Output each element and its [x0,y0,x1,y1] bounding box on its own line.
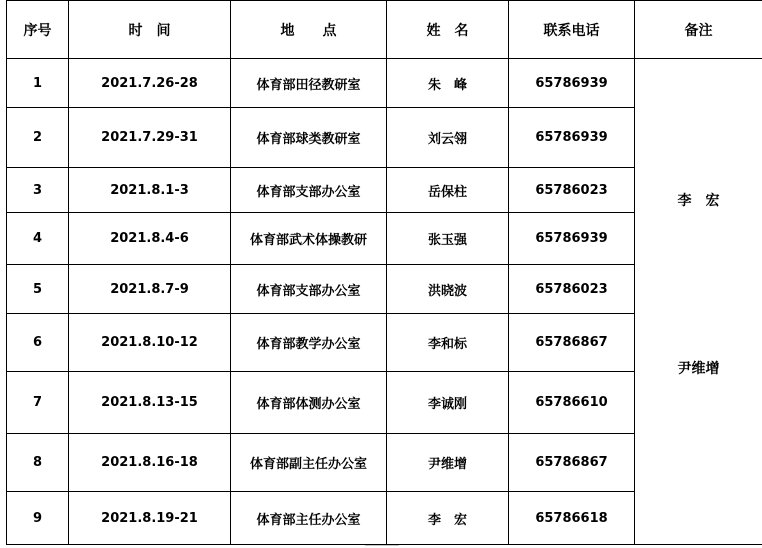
cell-place: 体育部球类教研室 [231,108,387,168]
cell-name: 张玉强 [387,213,509,265]
cell-place: 体育部支部办公室 [231,265,387,314]
cell-seq: 6 [7,314,69,372]
cell-phone: 65786610 [509,372,635,434]
cell-seq: 4 [7,213,69,265]
cell-phone: 65786939 [509,59,635,108]
cell-name: 岳保柱 [387,168,509,213]
cell-time: 2021.8.1-3 [69,168,231,213]
cell-name: 李 宏 [387,492,509,545]
note-second: 尹维增 [677,361,720,377]
cell-place: 体育部田径教研室 [231,59,387,108]
cell-time: 2021.8.4-6 [69,213,231,265]
duty-schedule-table [6,0,762,545]
cell-seq: 2 [7,108,69,168]
cell-seq: 1 [7,59,69,108]
header-row [7,1,762,59]
cell-time: 2021.7.26-28 [69,59,231,108]
cell-time: 2021.7.29-31 [69,108,231,168]
cell-place: 体育部教学办公室 [231,314,387,372]
cell-name: 李和标 [387,314,509,372]
note-first: 李 宏 [677,193,720,209]
header-phone: 联系电话 [509,1,635,59]
cell-name: 洪晓波 [387,265,509,314]
cell-seq: 7 [7,372,69,434]
cell-name: 尹维增 [387,434,509,492]
cell-time: 2021.8.7-9 [69,265,231,314]
header-time: 时 间 [69,1,231,59]
cell-place: 体育部体测办公室 [231,372,387,434]
cell-phone: 65786023 [509,168,635,213]
header-place: 地 点 [231,1,387,59]
table-row [7,59,762,108]
cell-time: 2021.8.10-12 [69,314,231,372]
cell-seq: 9 [7,492,69,545]
cell-place: 体育部主任办公室 [231,492,387,545]
bottom-divider-mark [365,545,399,546]
cell-seq: 8 [7,434,69,492]
cell-place: 体育部支部办公室 [231,168,387,213]
cell-phone: 65786939 [509,213,635,265]
cell-phone: 65786618 [509,492,635,545]
cell-place: 体育部武术体操教研 [231,213,387,265]
cell-name: 刘云翎 [387,108,509,168]
cell-time: 2021.8.16-18 [69,434,231,492]
cell-name: 朱 峰 [387,59,509,108]
header-name: 姓 名 [387,1,509,59]
cell-seq: 3 [7,168,69,213]
cell-phone: 65786023 [509,265,635,314]
cell-phone: 65786939 [509,108,635,168]
cell-place: 体育部副主任办公室 [231,434,387,492]
cell-phone: 65786867 [509,434,635,492]
header-note: 备注 [635,1,762,59]
cell-phone: 65786867 [509,314,635,372]
cell-time: 2021.8.19-21 [69,492,231,545]
cell-name: 李诚刚 [387,372,509,434]
note-cell [635,59,762,545]
header-seq: 序号 [7,1,69,59]
cell-time: 2021.8.13-15 [69,372,231,434]
cell-seq: 5 [7,265,69,314]
